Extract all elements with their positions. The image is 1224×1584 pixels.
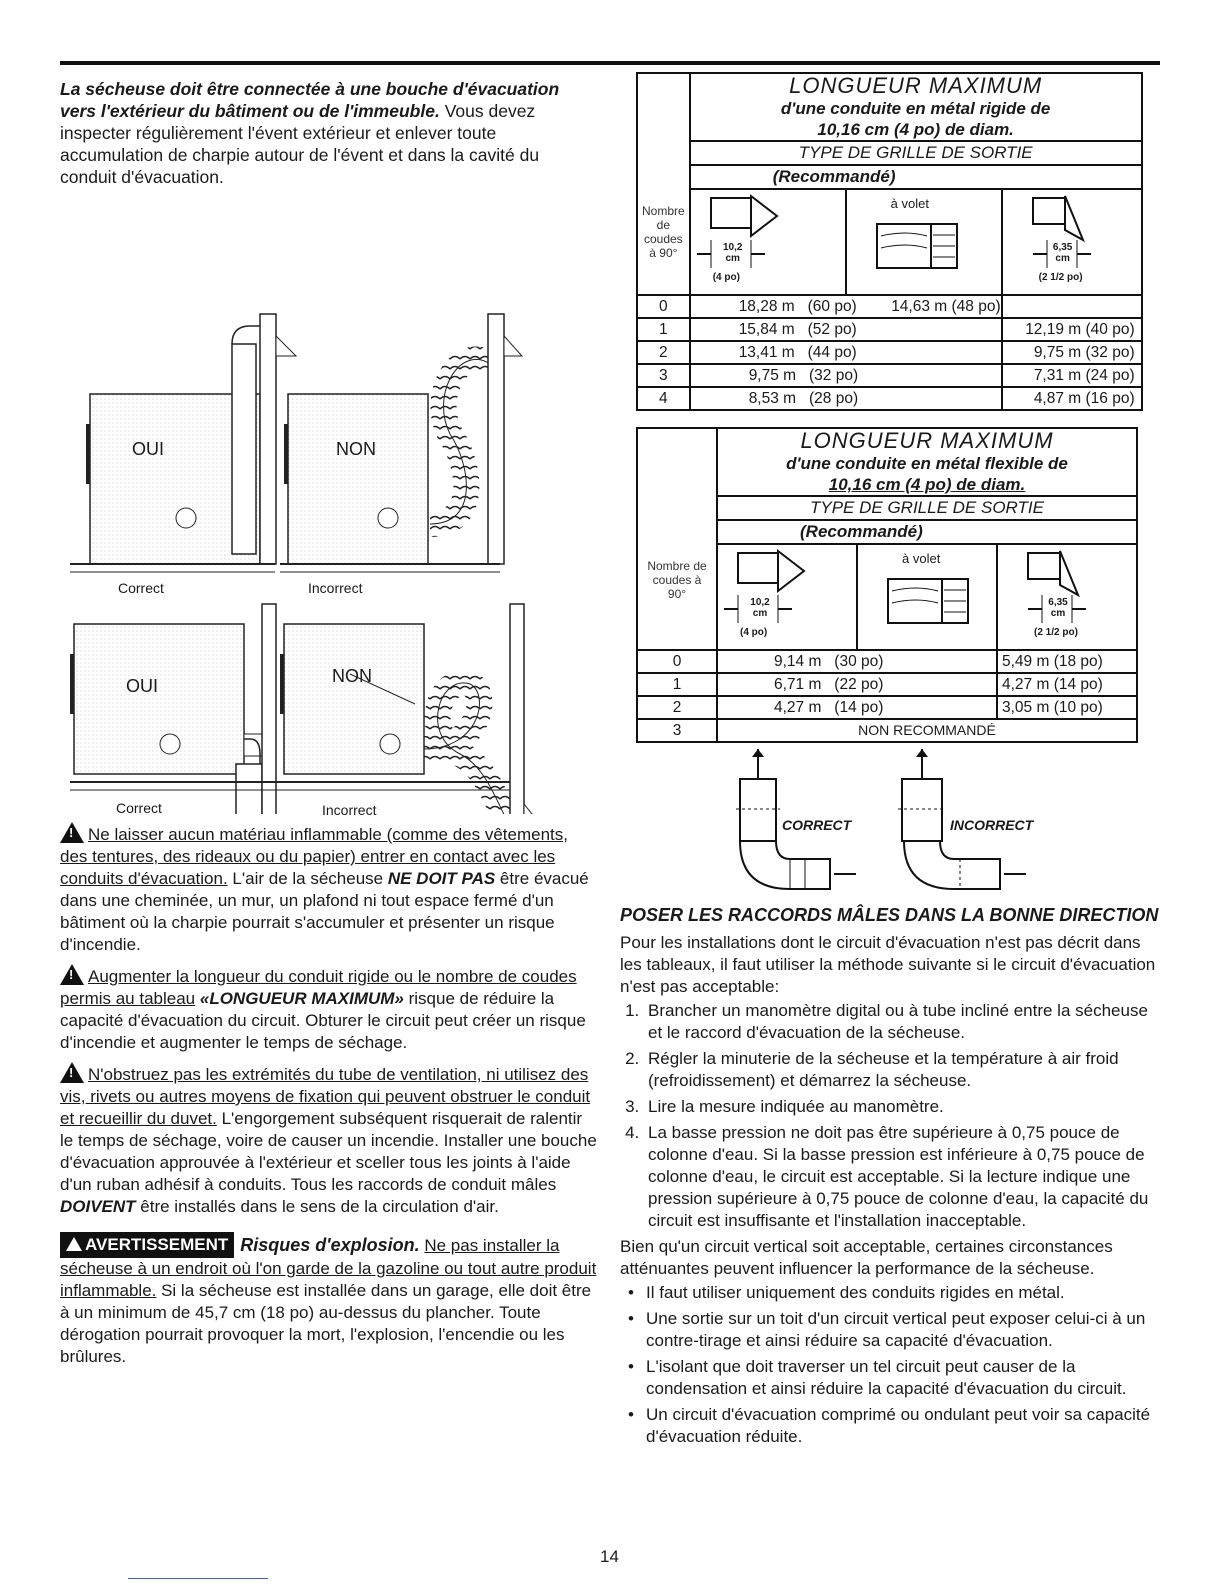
dim-4po-po: (4 po) bbox=[712, 272, 740, 283]
list-item: 2. Régler la minuterie de la sécheuse et la température à air froid (refroidissement) et démarrez la sécheuse. bbox=[644, 1048, 1160, 1092]
row-value-b: 9,75 m (32 po) bbox=[1002, 341, 1142, 364]
table-row bbox=[637, 318, 1142, 341]
row-value-b: 3,05 m (10 po) bbox=[997, 696, 1137, 719]
page-number: 14 bbox=[600, 1547, 619, 1566]
row-value-a: 8,53 m (28 po) bbox=[690, 387, 1002, 410]
table-rigid-title: LONGUEUR MAXIMUM bbox=[789, 73, 1043, 98]
list-item: • Une sortie sur un toit d'un circuit vertical peut exposer celui-ci à un contre-tirage et ainsi réduire sa capacité d'évacuation. bbox=[646, 1308, 1160, 1352]
label-non-top: NON bbox=[336, 439, 376, 459]
warning-2 bbox=[60, 964, 600, 1054]
row-empty bbox=[1002, 295, 1142, 318]
pose-heading: POSER LES RACCORDS MÂLES DANS LA BONNE DIRECTION bbox=[620, 905, 1159, 925]
table-rigid-sub1: d'une conduite en métal rigide de bbox=[780, 99, 1051, 118]
warning-triangle-icon bbox=[66, 1237, 82, 1251]
value-a: 18,28 m (60 po) bbox=[738, 298, 857, 315]
right-column bbox=[620, 72, 1160, 1452]
value-b: 14,63 m (48 po) bbox=[891, 298, 1001, 315]
table-row bbox=[637, 364, 1142, 387]
warning-1-underline: Ne laisser aucun matériau inflammable (comme des vêtements, des tentures, des rideaux ou du papier) entrer en contact avec les conduits d'évacuation. bbox=[60, 825, 568, 888]
list-item: • Il faut utiliser uniquement des conduits rigides en métal. bbox=[646, 1282, 1160, 1304]
pose-steps bbox=[620, 1000, 1160, 1232]
label-correct-bottom: Correct bbox=[116, 800, 162, 816]
duct-direction-illustration bbox=[620, 749, 1160, 899]
row-elbows: 0 bbox=[637, 650, 717, 673]
table-row bbox=[637, 696, 1137, 719]
label-incorrect-top: Incorrect bbox=[308, 580, 363, 596]
vent-hood-2-5po bbox=[997, 544, 1137, 650]
row-elbows: 2 bbox=[637, 696, 717, 719]
intro-paragraph bbox=[60, 78, 600, 188]
table-flex-header bbox=[717, 428, 1137, 544]
volet-label: à volet bbox=[902, 551, 941, 566]
dryer-vent-illustration bbox=[60, 194, 600, 814]
row-elbows: 1 bbox=[637, 673, 717, 696]
row-elbows: 3 bbox=[637, 364, 690, 387]
row-value-a: 4,27 m (14 po) bbox=[717, 696, 997, 719]
row-value-a: 13,41 m (44 po) bbox=[690, 341, 1002, 364]
warning-3-post: être installés dans le sens de la circulation d'air. bbox=[135, 1197, 499, 1216]
pose-intro: Pour les installations dont le circuit d'évacuation n'est pas décrit dans les tableaux, il faut utiliser la méthode suivante si le circuit d'évacuation n'est pas acceptable: bbox=[620, 933, 1156, 996]
warning-triangle-icon: ! bbox=[60, 1062, 84, 1083]
warning-2-post: risque de réduire la capacité d'évacuation du circuit. Obturer le circuit peut créer un risque d'incendie et augmenter le temps de séchage. bbox=[60, 989, 586, 1052]
table-flex-title: LONGUEUR MAXIMUM bbox=[800, 428, 1054, 453]
dryer-vent-figure bbox=[60, 194, 600, 818]
dim-2-5po-cm: 6,35 cm bbox=[1052, 242, 1073, 264]
table-flexible bbox=[636, 427, 1138, 743]
duct-direction-figure bbox=[620, 749, 1160, 899]
row-value-a: 9,75 m (32 po) bbox=[690, 364, 1002, 387]
vent-hood-4po bbox=[690, 189, 846, 295]
label-incorrect-bottom: Incorrect bbox=[322, 802, 377, 818]
nombre-de-coudes: Nombre de coudes à 90° bbox=[642, 204, 685, 260]
explosion-title: Risques d'explosion. bbox=[240, 1235, 420, 1255]
warning-1-pre: L'air de la sécheuse bbox=[227, 869, 388, 888]
label-oui-bottom: OUI bbox=[126, 676, 159, 696]
warning-explosion bbox=[60, 1232, 600, 1368]
row-value-b: 12,19 m (40 po) bbox=[1002, 318, 1142, 341]
table-row bbox=[637, 295, 1142, 318]
row-elbows: 2 bbox=[637, 341, 690, 364]
row-elbows: 0 bbox=[637, 295, 690, 318]
intro-bold: La sécheuse doit être connectée à une bouche d'évacuation vers l'extérieur du bâtiment ou de l'immeuble. bbox=[60, 79, 560, 121]
table-rigid-header bbox=[690, 73, 1142, 189]
warning-2-bold: «LONGUEUR MAXIMUM» bbox=[195, 989, 404, 1008]
table-row bbox=[637, 673, 1137, 696]
warning-triangle-icon: ! bbox=[60, 964, 84, 985]
duct-incorrect-label: INCORRECT bbox=[950, 817, 1034, 833]
table-rigid-rec: (Recommandé) bbox=[691, 164, 1141, 188]
top-rule bbox=[60, 61, 1160, 65]
hood-4po-icon bbox=[691, 190, 829, 290]
warning-3-bold: DOIVENT bbox=[60, 1197, 136, 1216]
warning-triangle-icon: ! bbox=[60, 822, 84, 843]
dim-4po-po: (4 po) bbox=[740, 627, 768, 638]
row-value-b: 4,27 m (14 po) bbox=[997, 673, 1137, 696]
dim-2-5po-po: (2 1/2 po) bbox=[1038, 272, 1083, 283]
table-flex-sub2: 10,16 cm (4 po) de diam. bbox=[828, 475, 1026, 494]
warning-1-post: être évacué dans une cheminée, un mur, un plafond ni tout espace fermé d'un bâtiment où la charpie pourrait s'accumuler et présenter un risque d'incendie. bbox=[60, 869, 589, 954]
avertissement-badge bbox=[60, 1232, 234, 1258]
left-column bbox=[60, 78, 600, 1368]
warning-3 bbox=[60, 1062, 600, 1218]
dim-4po-cm: 10,2 cm bbox=[750, 597, 770, 619]
hood-4po-icon bbox=[718, 545, 856, 645]
warning-1-bold: NE DOIT PAS bbox=[387, 869, 496, 888]
footer-line bbox=[128, 1578, 268, 1579]
duct-correct-label: CORRECT bbox=[782, 817, 852, 833]
row-value-b: 4,87 m (16 po) bbox=[1002, 387, 1142, 410]
pose-body bbox=[620, 932, 1160, 1448]
vent-louvered bbox=[846, 189, 1002, 295]
explosion-post: Si la sécheuse est installée dans un garage, elle doit être à un minimum de 45,7 cm (18 po) au-dessus du plancher. Toute dérogation pourrait provoquer la mort, l'explosion, l'encendie ou les brûlures. bbox=[60, 1281, 592, 1366]
list-item: 3. Lire la mesure indiquée au manomètre. bbox=[644, 1096, 1160, 1118]
pose-bullets bbox=[620, 1282, 1160, 1448]
row-value-b: 7,31 m (24 po) bbox=[1002, 364, 1142, 387]
intro-text: Vous devez inspecter régulièrement l'évent extérieur et enlever toute accumulation de charpie autour de l'évent et dans la cavité du conduit d'évacuation. bbox=[60, 101, 540, 187]
list-item: 1. Brancher un manomètre digital ou à tube incliné entre la sécheuse et le raccord d'évacuation de la sécheuse. bbox=[644, 1000, 1160, 1044]
dim-4po-cm: 10,2 cm bbox=[722, 242, 743, 264]
fig-bottom-right bbox=[280, 604, 540, 814]
fig-top-left bbox=[70, 314, 296, 572]
nombre-de-coudes: Nombre de coudes à 90° bbox=[647, 559, 707, 601]
explosion-underline: Ne pas installer la sécheuse à un endroit où l'on garde de la gazoline ou tout autre produit inflammable. bbox=[60, 1236, 597, 1300]
avertissement-label: AVERTISSEMENT bbox=[85, 1235, 229, 1254]
row-non-recommande: NON RECOMMANDÉ bbox=[717, 719, 1137, 742]
list-item: • Un circuit d'évacuation comprimé ou ondulant peut voir sa capacité d'évacuation réduite. bbox=[646, 1404, 1160, 1448]
row-value-b: 5,49 m (18 po) bbox=[997, 650, 1137, 673]
row-elbows: 1 bbox=[637, 318, 690, 341]
warning-3-underline: N'obstruez pas les extrémités du tube de ventilation, ni utilisez des vis, rivets ou autres moyens de fixation qui peuvent obstruer le conduit et recueillir du duvet. bbox=[60, 1065, 591, 1128]
row-value-a: 9,14 m (30 po) bbox=[717, 650, 997, 673]
table-row bbox=[637, 341, 1142, 364]
vent-louvered bbox=[857, 544, 997, 650]
table-row bbox=[637, 719, 1137, 742]
table-rigid-type: TYPE DE GRILLE DE SORTIE bbox=[691, 140, 1141, 164]
table-rigid-elbows-header bbox=[637, 73, 690, 295]
row-elbows: 3 bbox=[637, 719, 717, 742]
table-flex-sub1: d'une conduite en métal flexible de bbox=[786, 454, 1068, 473]
row-value-a: 6,71 m (22 po) bbox=[717, 673, 997, 696]
row-elbows: 4 bbox=[637, 387, 690, 410]
vent-hood-4po bbox=[717, 544, 857, 650]
list-item: 4. La basse pression ne doit pas être supérieure à 0,75 pouce de colonne d'eau. Si la basse pression est inférieure à 0,75 pouce de colonne d'eau, le circuit est acceptable. Si la lecture indique une pression supérieure à 0,75 pouce de colonne d'eau, la capacité du circuit est insuffisante et l'installation inacceptable. bbox=[644, 1122, 1160, 1232]
label-non-bottom: NON bbox=[332, 666, 372, 686]
table-row bbox=[637, 387, 1142, 410]
label-oui-top: OUI bbox=[132, 439, 165, 459]
table-flex-elbows-header bbox=[637, 428, 717, 650]
warning-2-underline: Augmenter la longueur du conduit rigide ou le nombre de coudes permis au tableau bbox=[60, 967, 577, 1008]
fig-bottom-left bbox=[70, 604, 280, 814]
table-rigid bbox=[636, 72, 1143, 411]
label-correct-top: Correct bbox=[118, 580, 164, 596]
table-flex-type: TYPE DE GRILLE DE SORTIE bbox=[718, 495, 1136, 519]
warning-1 bbox=[60, 822, 600, 956]
row-value-a: 15,84 m (52 po) bbox=[690, 318, 1002, 341]
table-rigid-sub2: 10,16 cm (4 po) de diam. bbox=[817, 120, 1014, 139]
vent-hood-2-5po bbox=[1002, 189, 1142, 295]
fig-top-right bbox=[280, 314, 522, 572]
dim-2-5po-po: (2 1/2 po) bbox=[1034, 627, 1078, 638]
warning-3-pre: L'engorgement subséquent risquerait de ralentir le temps de séchage, voire de causer un incendie. Installer une bouche d'évacuation approuvée à l'extérieur et sceller tous les joints à l'aide d'un ruban adhésif à conduits. Tous les raccords de conduit mâles bbox=[60, 1109, 597, 1194]
table-row bbox=[637, 650, 1137, 673]
list-item: • L'isolant que doit traverser un tel circuit peut causer de la condensation et ainsi réduire la capacité d'évacuation du circuit. bbox=[646, 1356, 1160, 1400]
pose-para: Bien qu'un circuit vertical soit acceptable, certaines circonstances atténuantes peuvent influencer la performance de la sécheuse. bbox=[620, 1237, 1113, 1278]
table-flex-rec: (Recommandé) bbox=[718, 519, 1136, 543]
volet-label: à volet bbox=[890, 196, 929, 211]
dim-2-5po-cm: 6,35 cm bbox=[1048, 597, 1068, 619]
row-value-a bbox=[690, 295, 1002, 318]
